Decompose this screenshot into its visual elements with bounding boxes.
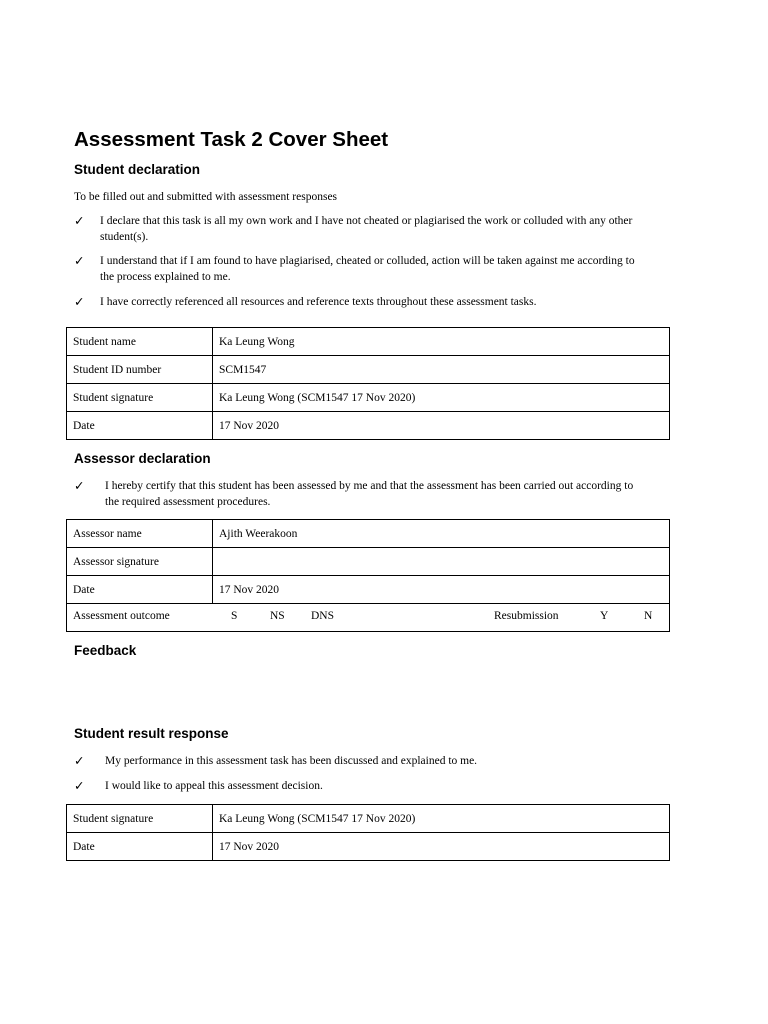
assessor-name-label: Assessor name — [67, 520, 213, 548]
table-row — [67, 604, 670, 632]
date-value: 17 Nov 2020 — [213, 412, 670, 440]
check-mark-icon: ✓ — [74, 479, 85, 493]
resubmission-option-y[interactable]: Y — [600, 610, 609, 622]
result-response-item-2: I would like to appeal this assessment decision. — [105, 780, 323, 792]
feedback-heading: Feedback — [74, 643, 137, 658]
result-response-item-1: My performance in this assessment task has been discussed and explained to me. — [105, 755, 478, 767]
student-result-response-heading: Student result response — [74, 726, 229, 741]
result-response-table — [66, 804, 670, 861]
table-row — [67, 356, 670, 384]
student-declaration-item-2: I understand that if I am found to have plagiarised, cheated or colluded, action will be taken against me according to the process explained to me. — [100, 255, 635, 283]
check-mark-icon: ✓ — [74, 254, 85, 268]
result-student-signature-label: Student signature — [67, 805, 213, 833]
assessor-signature-label: Assessor signature — [67, 548, 213, 576]
student-declaration-item-3: I have correctly referenced all resources and reference texts throughout these assessment tasks. — [100, 296, 537, 308]
resubmission-label: Resubmission — [494, 610, 559, 622]
table-row — [67, 576, 670, 604]
student-declaration-item-1: I declare that this task is all my own work and I have not cheated or plagiarised the work or colluded with any other student(s). — [100, 215, 633, 243]
outcome-option-dns[interactable]: DNS — [311, 610, 335, 622]
result-student-signature-value: Ka Leung Wong (SCM1547 17 Nov 2020) — [213, 805, 670, 833]
assessor-date-label: Date — [67, 576, 213, 604]
page-title: Assessment Task 2 Cover Sheet — [74, 128, 389, 151]
table-row — [67, 520, 670, 548]
outcome-option-ns[interactable]: NS — [270, 610, 285, 622]
result-date-label: Date — [67, 833, 213, 861]
table-row — [67, 833, 670, 861]
student-declaration-intro: To be filled out and submitted with assessment responses — [74, 191, 338, 203]
outcome-option-s[interactable]: S — [231, 610, 238, 622]
assessment-outcome-label: Assessment outcome — [73, 610, 170, 622]
assessor-details-table — [66, 519, 670, 632]
result-date-value: 17 Nov 2020 — [213, 833, 670, 861]
student-name-value: Ka Leung Wong — [213, 328, 670, 356]
assessor-date-value: 17 Nov 2020 — [213, 576, 670, 604]
table-row — [67, 548, 670, 576]
check-mark-icon: ✓ — [74, 214, 85, 228]
student-name-label: Student name — [67, 328, 213, 356]
table-row — [67, 805, 670, 833]
student-id-value: SCM1547 — [213, 356, 670, 384]
assessor-name-value: Ajith Weerakoon — [213, 520, 670, 548]
resubmission-option-n[interactable]: N — [644, 610, 653, 622]
student-signature-value: Ka Leung Wong (SCM1547 17 Nov 2020) — [213, 384, 670, 412]
assessor-signature-value — [213, 548, 670, 576]
assessor-declaration-heading: Assessor declaration — [74, 451, 211, 466]
table-row — [67, 384, 670, 412]
student-signature-label: Student signature — [67, 384, 213, 412]
student-details-table — [66, 327, 670, 440]
assessor-declaration-item-1: I hereby certify that this student has been assessed by me and that the assessment has been carried out according to the required assessment procedures. — [105, 480, 634, 508]
date-label: Date — [67, 412, 213, 440]
student-id-label: Student ID number — [67, 356, 213, 384]
table-row — [67, 328, 670, 356]
assessment-outcome-row — [67, 604, 670, 632]
student-declaration-heading: Student declaration — [74, 162, 201, 177]
check-mark-icon: ✓ — [74, 779, 85, 793]
check-mark-icon: ✓ — [74, 754, 85, 768]
check-mark-icon: ✓ — [74, 295, 85, 309]
table-row — [67, 412, 670, 440]
